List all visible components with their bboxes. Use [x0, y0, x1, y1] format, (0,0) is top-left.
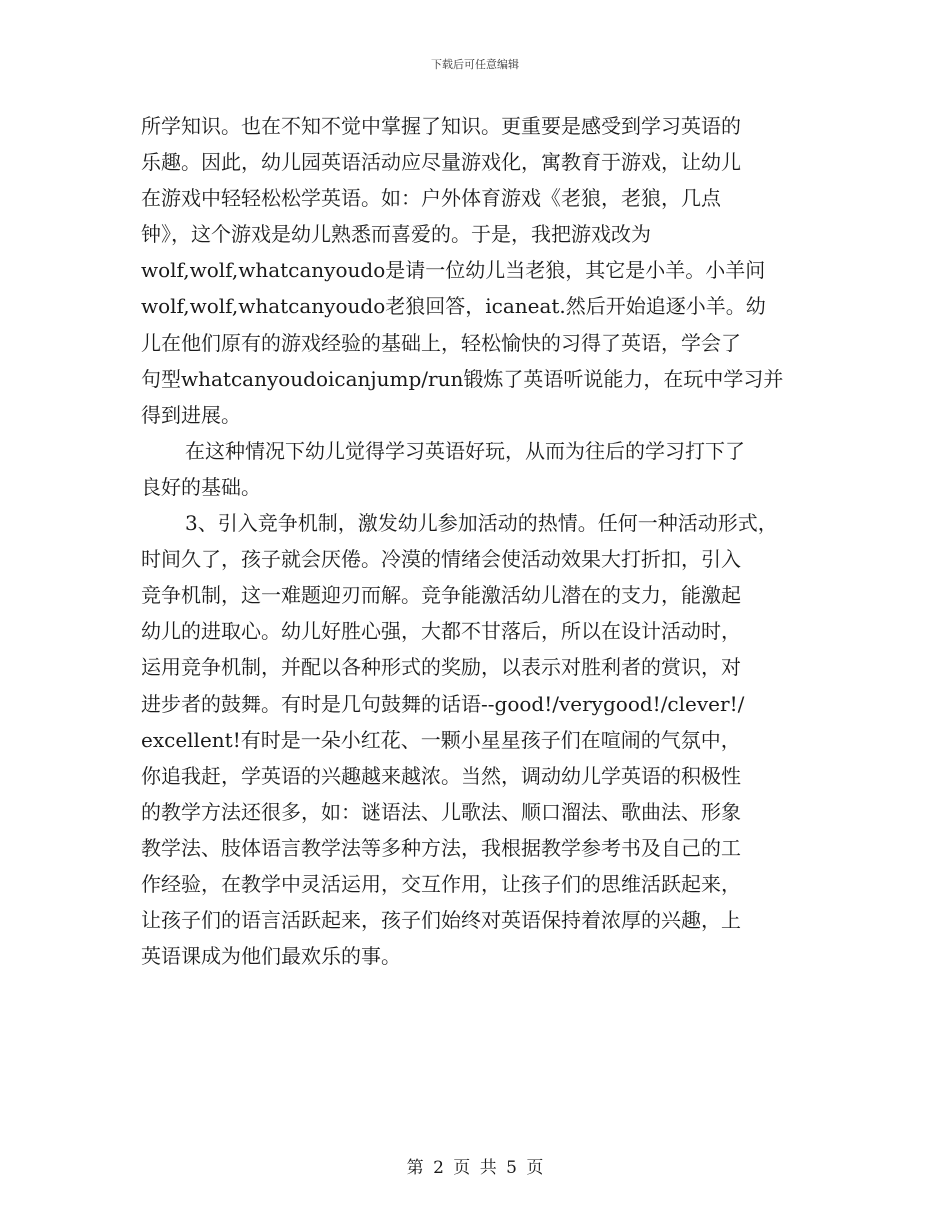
body-line: 句型whatcanyoudoicanjump/run锻炼了英语听说能力，在玩中学习并	[141, 366, 784, 391]
paragraph-start-line: 3、引入竞争机制，激发幼儿参加活动的热情。任何一种活动形式，	[185, 511, 778, 536]
body-line: 良好的基础。	[141, 474, 261, 499]
body-line: 得到进展。	[141, 402, 241, 427]
body-line: excellent!有时是一朵小红花、一颗小星星孩子们在喧闹的气氛中，	[141, 727, 741, 752]
body-line: 让孩子们的语言活跃起来，孩子们始终对英语保持着浓厚的兴趣，上	[141, 908, 741, 933]
body-line: 竞争机制，这一难题迎刃而解。竞争能激活幼儿潜在的支力，能激起	[141, 583, 741, 608]
paragraph-start-line: 在这种情况下幼儿觉得学习英语好玩，从而为往后的学习打下了	[185, 438, 745, 463]
body-line: 作经验，在教学中灵活运用，交互作用，让孩子们的思维活跃起来，	[141, 871, 741, 896]
body-line: 教学法、肢体语言教学法等多种方法，我根据教学参考书及自己的工	[141, 835, 741, 860]
body-line: wolf,wolf,whatcanyoudo是请一位幼儿当老狼，其它是小羊。小羊问	[141, 258, 766, 283]
body-line: 运用竞争机制，并配以各种形式的奖励，以表示对胜利者的赏识，对	[141, 655, 741, 680]
body-line: 钟》，这个游戏是幼儿熟悉而喜爱的。于是，我把游戏改为	[141, 222, 651, 247]
body-line: 所学知识。也在不知不觉中掌握了知识。更重要是感受到学习英语的	[141, 114, 741, 138]
body-line: wolf,wolf,whatcanyoudo老狼回答，icaneat.然后开始追逐小羊。幼	[141, 294, 766, 319]
body-line: 时间久了，孩子就会厌倦。冷漠的情绪会使活动效果大打折扣，引入	[141, 547, 741, 572]
page-footer: 第 2 页 共 5 页	[406, 1158, 544, 1178]
page-header: 下载后可任意编辑	[431, 58, 519, 71]
body-line: 幼儿的进取心。幼儿好胜心强，大都不甘落后，所以在设计活动时，	[141, 619, 741, 644]
document-body	[141, 108, 831, 974]
body-line: 英语课成为他们最欢乐的事。	[141, 944, 401, 969]
body-line: 在游戏中轻轻松松学英语。如：户外体育游戏《老狼，老狼，几点	[141, 186, 721, 211]
body-line: 儿在他们原有的游戏经验的基础上，轻松愉快的习得了英语，学会了	[141, 330, 741, 355]
body-line: 进步者的鼓舞。有时是几句鼓舞的话语--good!/verygood!/clever!/	[141, 691, 745, 716]
body-line: 的教学方法还很多，如：谜语法、儿歌法、顺口溜法、歌曲法、形象	[141, 799, 741, 824]
body-line: 你追我赶，学英语的兴趣越来越浓。当然，调动幼儿学英语的积极性	[141, 763, 741, 788]
body-line: 乐趣。因此，幼儿园英语活动应尽量游戏化，寓教育于游戏，让幼儿	[141, 150, 741, 175]
